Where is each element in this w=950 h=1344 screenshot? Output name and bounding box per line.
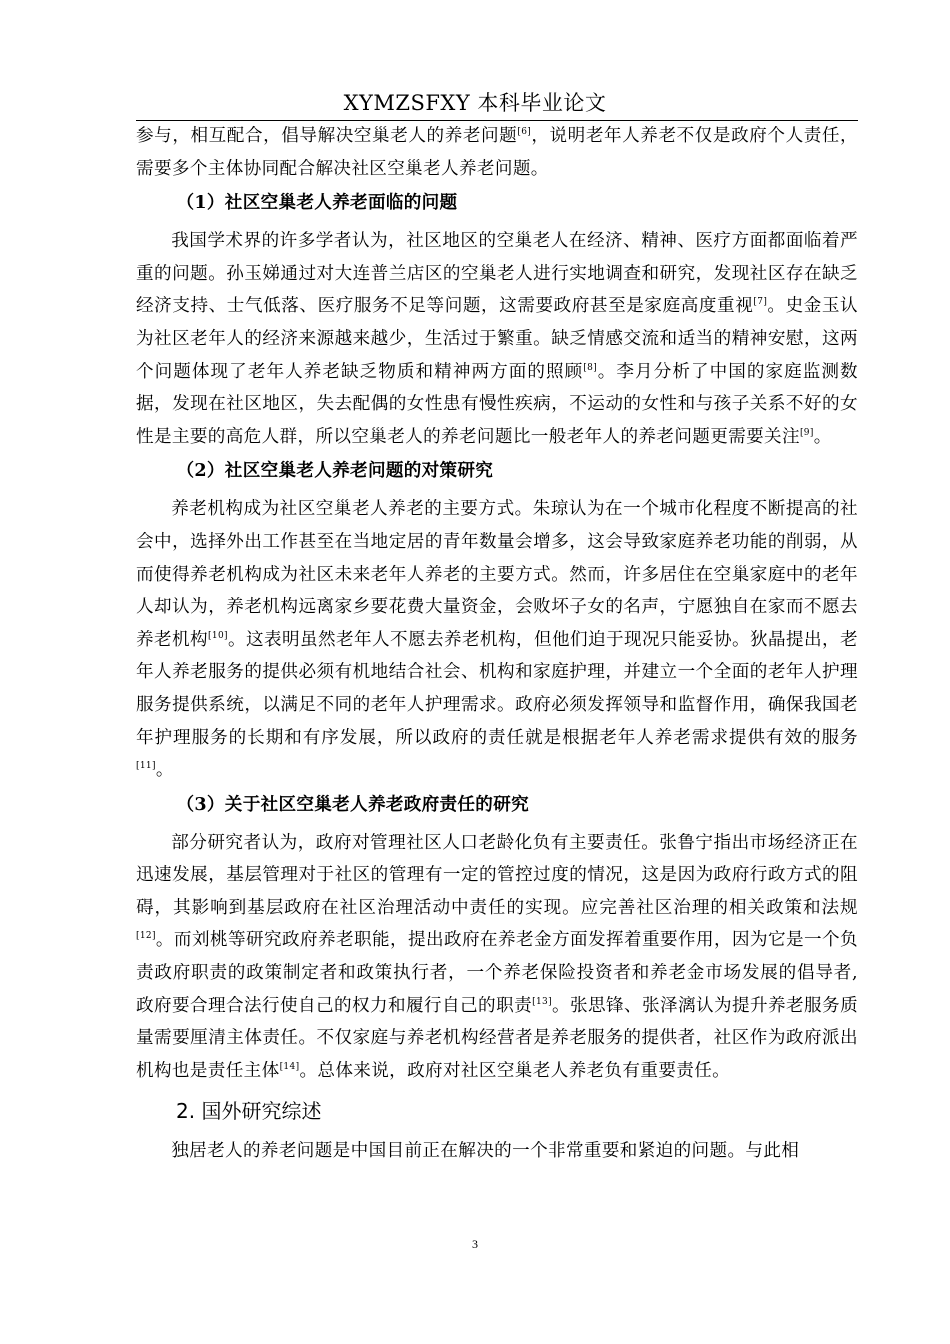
section-heading-3: （3）关于社区空巢老人养老政府责任的研究: [176, 793, 529, 815]
section-heading-2: （2）社区空巢老人养老问题的对策研究: [176, 460, 494, 482]
paragraph-government-responsibility: 部分研究者认为，政府对管理社区人口老龄化负有主要责任。张鲁宁指出市场经济正在迅速发展，基层管理对于社区的管理有一定的管控过度的情况，这是因为政府行政方式的阻碍，其影响到基层政府在社区治理活动中责任的实现。应完善社区治理的相关政策和法规[12]。而刘桃等研究政府养老职能，提出政府在养老金方面发挥着重要作用，因为它是一个负责政府职责的政策制定者和政策执行者，一个养老保险投资者和养老金市场发展的倡导者,政府要合理合法行使自己的权力和履行自己的职责[13]。张思锋、张泽漓认为提升养老服务质量需要厘清主体责任。不仅家庭与养老机构经营者是养老服务的提供者，社区作为政府派出机构也是责任主体[14]。总体来说，政府对社区空巢老人养老负有重要责任。: [136, 832, 859, 1081]
citation-ref: [10]: [208, 630, 228, 641]
citation-ref: [6]: [517, 127, 532, 138]
document-body: [136, 120, 858, 1168]
section-heading-foreign-review: 2. 国外研究综述: [176, 1099, 322, 1124]
section-heading-1: （1）社区空巢老人养老面临的问题: [176, 192, 458, 214]
page-number: 3: [472, 1237, 478, 1251]
citation-ref: [7]: [753, 297, 768, 308]
paragraph-problems: 我国学术界的许多学者认为，社区地区的空巢老人在经济、精神、医疗方面都面临着严重的问题。孙玉娣通过对大连普兰店区的空巢老人进行实地调查和研究，发现社区存在缺乏经济支持、士气低落、医疗服务不足等问题，这需要政府甚至是家庭高度重视[7]。史金玉认为社区老年人的经济来源越来越少，生活过于繁重。缺乏情感交流和适当的精神安慰，这两个问题体现了老年人养老缺乏物质和精神两方面的照顾[8]。李月分析了中国的家庭监测数据，发现在社区地区，失去配偶的女性患有慢性疾病，不运动的女性和与孩子关系不好的女性是主要的高危人群，所以空巢老人的养老问题比一般老年人的养老问题更需要关注[9]。: [136, 231, 859, 447]
paragraph-countermeasures: 养老机构成为社区空巢老人养老的主要方式。朱琼认为在一个城市化程度不断提高的社会中，选择外出工作甚至在当地定居的青年数量会增多，这会导致家庭养老功能的削弱，从而使得养老机构成为社区未来老年人养老的主要方式。然而，许多居住在空巢家庭中的老年人却认为，养老机构远离家乡要花费大量资金，会败坏子女的名声，宁愿独自在家而不愿去养老机构[10]。这表明虽然老年人不愿去养老机构，但他们迫于现况只能妥协。狄晶提出，老年人养老服务的提供必须有机地结合社会、机构和家庭护理，并建立一个全面的老年人护理服务提供系统，以满足不同的老年人护理需求。政府必须发挥领导和监督作用，确保我国老年护理服务的长期和有序发展，所以政府的责任就是根据老年人养老需求提供有效的服务[11]。: [136, 499, 858, 781]
citation-ref: [11]: [136, 761, 156, 772]
citation-ref: [12]: [136, 931, 156, 942]
citation-ref: [13]: [532, 996, 552, 1007]
citation-ref: [9]: [799, 427, 814, 438]
running-header: XYMZSFXY 本科毕业论文: [343, 91, 607, 115]
citation-ref: [8]: [583, 362, 598, 373]
paragraph-continuation: 参与，相互配合，倡导解决空巢老人的养老问题[6]，说明老年人养老不仅是政府个人责任，需要多个主体协同配合解决社区空巢老人养老问题。: [136, 126, 858, 179]
citation-ref: [14]: [279, 1061, 300, 1072]
paragraph-foreign-intro: 独居老人的养老问题是中国目前正在解决的一个非常重要和紧迫的问题。与此相: [171, 1141, 800, 1162]
